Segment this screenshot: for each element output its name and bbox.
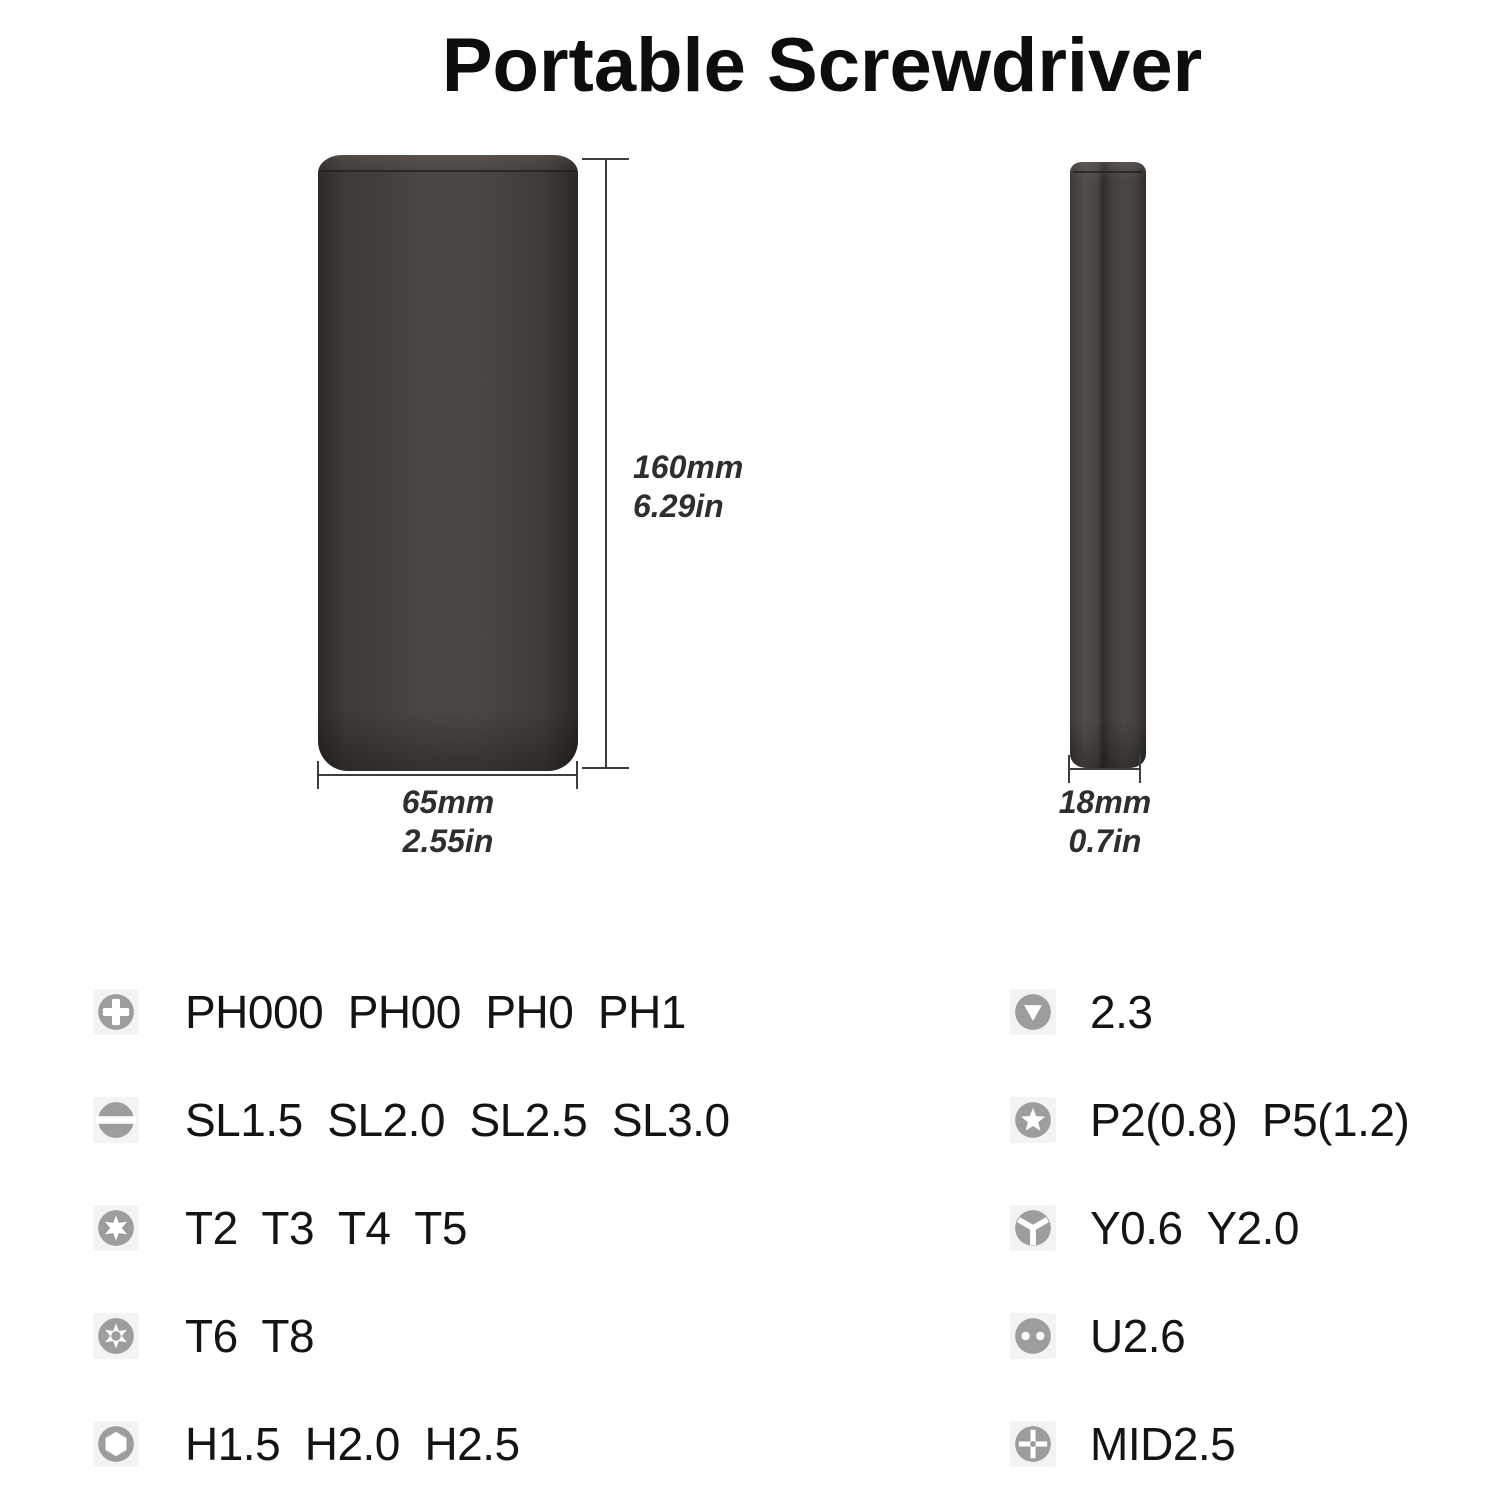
depth-dimension-label bbox=[1030, 783, 1180, 861]
bit-sizes-label: U2.6 bbox=[1090, 1310, 1186, 1362]
device-cap-seam bbox=[1073, 171, 1143, 173]
bit-sizes-label: T6 T8 bbox=[185, 1310, 315, 1362]
u-type-icon bbox=[1010, 1313, 1056, 1359]
bit-sizes-label: PH000 PH00 PH0 PH1 bbox=[185, 986, 686, 1038]
bit-sizes-label: MID2.5 bbox=[1090, 1418, 1236, 1470]
bit-spec-row-triangle bbox=[1010, 986, 1152, 1038]
triangle-icon bbox=[1010, 989, 1056, 1035]
bit-spec-row-phillips bbox=[93, 986, 686, 1038]
phillips-icon bbox=[93, 989, 139, 1035]
bit-sizes-label: T2 T3 T4 T5 bbox=[185, 1202, 467, 1254]
bit-sizes-label: 2.3 bbox=[1090, 986, 1153, 1038]
depth-mm: 18mm bbox=[1058, 784, 1152, 820]
bit-spec-row-pentalobe bbox=[1010, 1094, 1409, 1146]
bit-spec-row-torx-security bbox=[93, 1310, 314, 1362]
bit-spec-row-u-type bbox=[1010, 1310, 1185, 1362]
torx-security-icon bbox=[93, 1313, 139, 1359]
depth-dimension-tick-left bbox=[1068, 755, 1070, 783]
bit-spec-row-y-type bbox=[1010, 1202, 1299, 1254]
device-cap-seam bbox=[321, 170, 575, 172]
bit-spec-row-slotted bbox=[93, 1094, 730, 1146]
height-mm: 160mm bbox=[633, 449, 744, 485]
bit-sizes-label: Y0.6 Y2.0 bbox=[1090, 1202, 1299, 1254]
width-in: 2.55in bbox=[402, 823, 494, 860]
depth-dimension-line bbox=[1069, 768, 1141, 770]
bit-sizes-label: SL1.5 SL2.0 SL2.5 SL3.0 bbox=[185, 1094, 730, 1146]
height-in: 6.29in bbox=[633, 488, 724, 525]
bit-sizes-label: P2(0.8) P5(1.2) bbox=[1090, 1094, 1410, 1146]
width-dimension-line bbox=[318, 774, 578, 776]
hex-icon bbox=[93, 1421, 139, 1467]
bit-sizes-label: H1.5 H2.0 H2.5 bbox=[185, 1418, 520, 1470]
screwdriver-side-view bbox=[1070, 162, 1146, 768]
torx-icon bbox=[93, 1205, 139, 1251]
y-type-icon bbox=[1010, 1205, 1056, 1251]
bit-spec-row-mid bbox=[1010, 1418, 1235, 1470]
mid-icon bbox=[1010, 1421, 1056, 1467]
bit-spec-row-torx bbox=[93, 1202, 467, 1254]
height-dimension-tick-bottom bbox=[582, 767, 629, 769]
screwdriver-front-view bbox=[318, 155, 578, 771]
depth-dimension-tick-right bbox=[1139, 755, 1141, 783]
depth-in: 0.7in bbox=[1068, 823, 1142, 860]
width-mm: 65mm bbox=[401, 784, 495, 820]
page-title: Portable Screwdriver bbox=[441, 23, 1203, 108]
slotted-icon bbox=[93, 1097, 139, 1143]
width-dimension-label bbox=[318, 783, 578, 861]
height-dimension-label bbox=[633, 448, 743, 526]
bit-spec-row-hex bbox=[93, 1418, 520, 1470]
height-dimension-line bbox=[605, 159, 607, 769]
height-dimension-tick-top bbox=[582, 158, 629, 160]
pentalobe-icon bbox=[1010, 1097, 1056, 1143]
